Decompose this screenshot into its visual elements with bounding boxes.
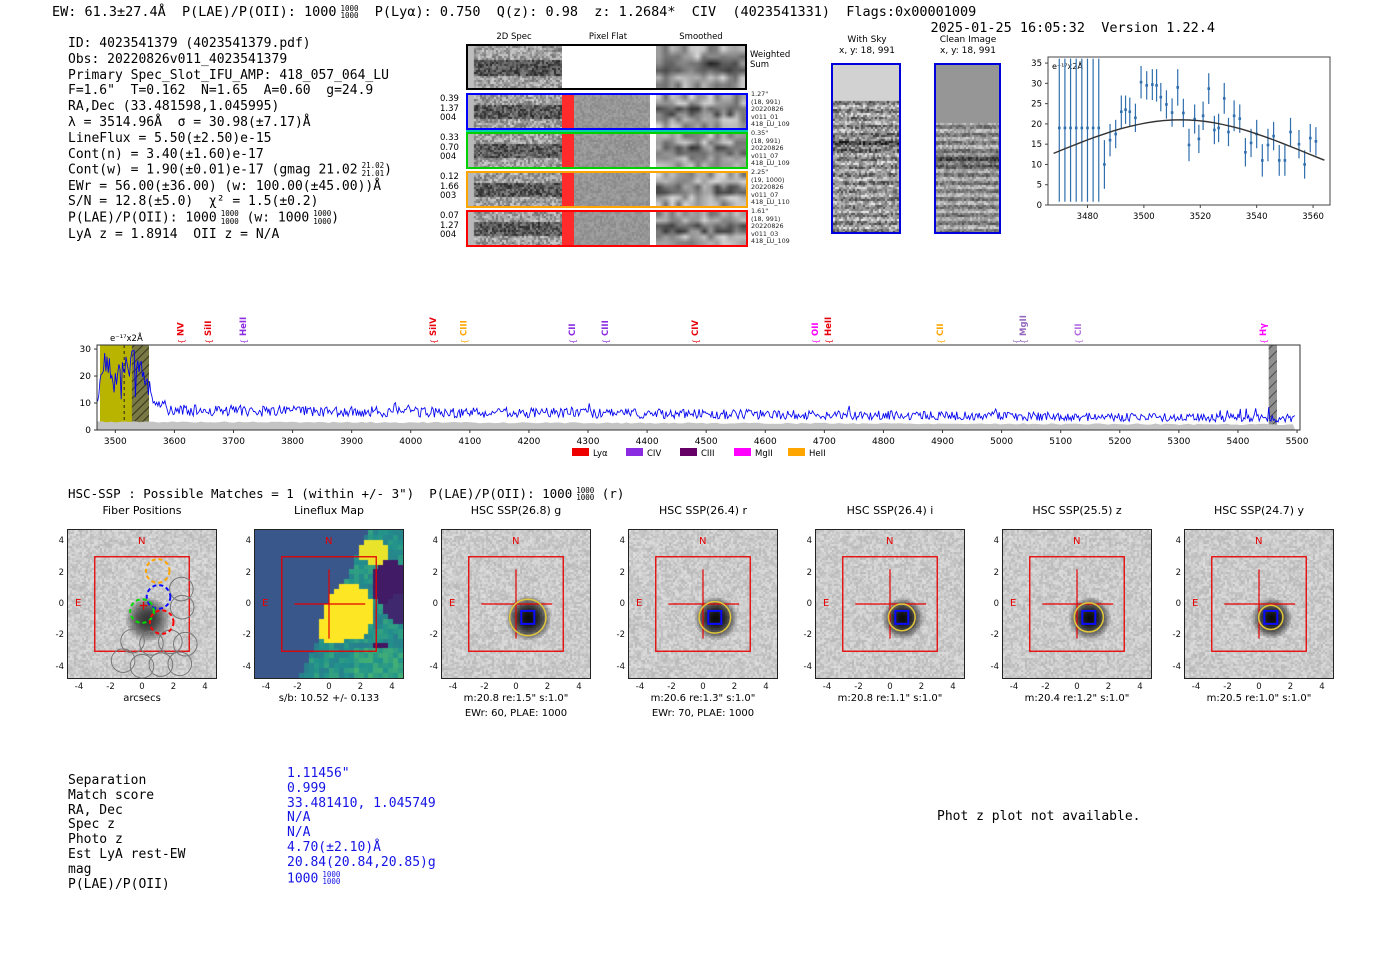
spec2d-header-smoothed: Smoothed — [679, 32, 723, 42]
withsky-title: With Sky x, y: 18, 991 — [831, 35, 903, 57]
panel-xtick: 2 — [1105, 682, 1112, 692]
panel-xtick: 2 — [357, 682, 364, 692]
compass-east: E — [823, 598, 830, 609]
legend-swatch — [680, 448, 697, 456]
panel-overlay-y — [1185, 530, 1333, 678]
panel-xtick: 0 — [513, 682, 519, 692]
svg-text:3520: 3520 — [1189, 212, 1212, 222]
spectral-line-marker: SiII — [204, 320, 215, 336]
info-line: P(LAE)/P(OII): 1000 1000 1000 (w: 1000 1000 1000 ) — [68, 209, 340, 226]
panel-xtick: 0 — [139, 682, 145, 692]
panel-xtick: 2 — [170, 682, 177, 692]
panel-xtick: -2 — [106, 682, 115, 692]
info-line: LyA z = 1.8914 OII z = N/A — [68, 226, 280, 242]
compass-east: E — [1010, 598, 1017, 609]
panel-caption-1: m:20.5 re:1.0" s:1.0" — [1206, 693, 1312, 704]
panel-ytick: 4 — [58, 536, 64, 547]
svg-text:3700: 3700 — [222, 437, 245, 447]
svg-text:{: { — [1019, 338, 1029, 344]
legend-label: CIV — [647, 449, 662, 459]
svg-text:25: 25 — [1031, 99, 1042, 110]
spec2d-teal-divider — [466, 130, 748, 132]
fiber-2dspec-image — [468, 212, 562, 245]
pixelflat-image — [574, 212, 650, 245]
svg-text:20: 20 — [1031, 119, 1042, 130]
spectral-line-marker: CIII — [459, 320, 470, 336]
svg-text:30: 30 — [1031, 79, 1042, 90]
svg-text:4300: 4300 — [576, 437, 600, 447]
svg-text:4500: 4500 — [694, 437, 718, 447]
panel-overlay-z — [1003, 530, 1151, 678]
stacked-fraction: 1000 1000 — [322, 869, 341, 887]
panel-xtick: 0 — [326, 682, 332, 692]
panel-title: Lineflux Map — [293, 504, 365, 517]
match-table-labels — [68, 774, 185, 892]
fiber-row-weights: 0.12 1.66 003 — [440, 172, 459, 201]
spectral-line-marker: CII — [568, 323, 579, 336]
svg-text:{: { — [459, 338, 469, 344]
svg-text:10: 10 — [79, 399, 91, 410]
header-summary: EW: 61.3±27.4Å P(LAE)/P(OII): 1000 1000 1000 P(Lyα): 0.750 Q(z): 0.98 z: 1.2684* CIV (4023541331) Flags:0x00001009 — [52, 3, 977, 20]
panel-title: HSC SSP(24.7) y — [1213, 504, 1305, 517]
panel-ytick: -2 — [242, 630, 251, 641]
svg-text:{: { — [1074, 338, 1084, 344]
panel-title: HSC SSP(25.5) z — [1032, 504, 1122, 517]
svg-text:4000: 4000 — [399, 437, 423, 447]
svg-text:e⁻¹⁷x2Å: e⁻¹⁷x2Å — [110, 334, 143, 344]
svg-text:{: { — [204, 338, 214, 344]
spectral-line-marker: CIV — [690, 320, 701, 336]
catalog-position-box — [1082, 611, 1095, 624]
fiber-circle — [147, 585, 171, 609]
panel-caption-1: s/b: 10.52 +/- 0.133 — [278, 693, 380, 704]
svg-text:4200: 4200 — [517, 437, 541, 447]
info-line: RA,Dec (33.481598,1.045995) — [68, 99, 280, 115]
svg-text:3800: 3800 — [281, 437, 305, 447]
info-line: Obs: 20220826v011_4023541379 — [68, 51, 288, 67]
pixelflat-red-flag — [562, 212, 574, 245]
svg-text:35: 35 — [1031, 59, 1042, 70]
panel-overlay-lineflux — [255, 530, 403, 678]
info-line: LineFlux = 5.50(±2.50)e-15 — [68, 130, 272, 146]
withsky-image — [833, 65, 899, 232]
panel-ytick: 0 — [993, 599, 999, 609]
spec2d-fiber-row — [466, 210, 748, 247]
panel-ytick: -4 — [429, 661, 438, 672]
svg-text:{: { — [1259, 338, 1269, 344]
spec2d-weighted-sum-row — [466, 44, 747, 90]
match-table-value: 33.481410, 1.045749 — [287, 795, 436, 811]
match-table-value: 1.11456" — [287, 766, 350, 781]
match-table-label: Match score — [68, 787, 155, 803]
compass-east: E — [636, 598, 643, 609]
svg-text:5: 5 — [1036, 180, 1042, 191]
panel-ytick: -2 — [55, 630, 64, 641]
svg-text:5000: 5000 — [990, 437, 1014, 447]
fiber-row-meta: 1.61" (18, 991) 20220826 v011_03 418_LU_109 — [751, 207, 790, 246]
svg-text:3480: 3480 — [1076, 212, 1099, 222]
withsky-image-frame — [831, 63, 901, 234]
svg-text:4100: 4100 — [458, 437, 482, 447]
fiber-row-weights: 0.33 0.70 004 — [440, 133, 459, 162]
svg-text:{: { — [936, 338, 946, 344]
spectral-line-marker: NV — [176, 322, 187, 336]
panel-ytick: 4 — [245, 536, 251, 547]
svg-text:10: 10 — [1031, 160, 1042, 171]
panel-caption-1: m:20.8 re:1.5" s:1.0" — [463, 693, 569, 704]
panel-xtick: -4 — [1009, 682, 1019, 692]
fiber-smoothed-image — [656, 212, 746, 245]
svg-text:5200: 5200 — [1108, 437, 1132, 447]
panel-caption-2: EWr: 60, PLAE: 1000 — [464, 708, 568, 719]
panel-ytick: -4 — [990, 661, 999, 672]
legend-label: Lyα — [593, 449, 608, 459]
svg-text:15: 15 — [1031, 140, 1042, 151]
match-table-label: Est LyA rest-EW — [68, 846, 186, 862]
panel-ytick: 2 — [432, 567, 438, 578]
spec2d-header-pixelflat: Pixel Flat — [588, 32, 628, 42]
panel-xtick: 2 — [544, 682, 551, 692]
svg-text:0: 0 — [1036, 201, 1042, 211]
panel-xtick: 4 — [763, 682, 769, 692]
line-fit-plot — [1020, 45, 1385, 240]
match-table-value: 0.999 — [287, 780, 327, 796]
catalog-position-box — [521, 611, 534, 624]
panel-ytick: -4 — [803, 661, 812, 672]
match-table-values — [287, 767, 436, 887]
pixelflat-image — [574, 95, 650, 128]
spectral-line-marker: HeII — [238, 316, 249, 336]
spec2d-header-2dspec: 2D Spec — [496, 32, 532, 42]
catalog-position-box — [708, 611, 721, 624]
panel-title: HSC SSP(26.8) g — [470, 504, 562, 517]
fiber-row-weights: 0.07 1.27 004 — [440, 211, 459, 240]
panel-ytick: -4 — [242, 661, 251, 672]
compass-east: E — [75, 598, 82, 609]
fiber-circle — [146, 559, 170, 583]
panel-xtick: -4 — [74, 682, 84, 692]
svg-text:3560: 3560 — [1302, 212, 1324, 222]
compass-north: N — [886, 536, 894, 547]
panel-ytick: -4 — [1172, 661, 1181, 672]
compass-north: N — [1255, 536, 1263, 547]
pixelflat-image — [574, 134, 650, 167]
pixelflat-image — [574, 173, 650, 206]
panel-ytick: 4 — [1175, 536, 1181, 547]
panel-ytick: -2 — [616, 630, 625, 641]
svg-text:{: { — [1011, 338, 1021, 344]
match-table-value: N/A — [287, 810, 311, 826]
panel-caption-1: m:20.6 re:1.3" s:1.0" — [650, 693, 756, 704]
panel-ytick: -4 — [55, 661, 64, 672]
info-line: F=1.6" T=0.162 N=1.65 A=0.60 g=24.9 — [68, 83, 374, 99]
stacked-fraction: 21.02 21.01 — [361, 161, 385, 178]
panel-xtick: 4 — [576, 682, 582, 692]
panel-ytick: 4 — [993, 536, 999, 547]
match-table-value: 20.84(20.84,20.85)g — [287, 854, 436, 870]
panel-ytick: 2 — [619, 567, 625, 578]
panel-xtick: -2 — [293, 682, 302, 692]
match-table-label: Spec z — [68, 817, 115, 833]
panel-ytick: -4 — [616, 661, 625, 672]
panel-xtick: -2 — [1223, 682, 1232, 692]
match-table-label: Photo z — [68, 832, 123, 848]
panel-ytick: 2 — [1175, 567, 1181, 578]
panel-ytick: -2 — [803, 630, 812, 641]
compass-north: N — [512, 536, 520, 547]
panel-xtick: 0 — [1256, 682, 1262, 692]
panel-ytick: -2 — [1172, 630, 1181, 641]
svg-text:0: 0 — [85, 426, 91, 436]
pixelflat-red-flag — [562, 173, 574, 206]
panel-xtick: 4 — [389, 682, 395, 692]
legend-swatch — [626, 448, 643, 456]
panel-overlay-fiber — [68, 530, 216, 678]
clean-coords: x, y: 18, 991 — [940, 46, 996, 56]
svg-text:5400: 5400 — [1226, 437, 1250, 447]
compass-east: E — [1192, 598, 1199, 609]
svg-text:e⁻¹⁷x2Å: e⁻¹⁷x2Å — [1052, 62, 1083, 71]
svg-text:{: { — [176, 338, 186, 344]
fiber-2dspec-image — [468, 95, 562, 128]
panel-caption-2: EWr: 70, PLAE: 1000 — [651, 708, 755, 719]
stacked-fraction: 1000 1000 — [340, 3, 359, 20]
svg-text:3540: 3540 — [1245, 212, 1268, 222]
svg-text:5100: 5100 — [1049, 437, 1073, 447]
fiber-smoothed-image — [656, 173, 746, 206]
catalog-position-box — [1264, 611, 1277, 624]
panel-title: HSC SSP(26.4) r — [658, 504, 748, 517]
pixelflat-red-flag — [562, 95, 574, 128]
panel-ytick: 2 — [58, 567, 64, 578]
svg-text:{: { — [824, 338, 834, 344]
match-table-value: 1000 1000 1000 — [287, 869, 341, 887]
spec2d-fiber-row — [466, 93, 748, 130]
spectral-line-marker: Hγ — [1258, 323, 1269, 336]
panel-xtick: 2 — [918, 682, 925, 692]
spec2d-fiber-row — [466, 171, 748, 208]
fiber-smoothed-image — [656, 95, 746, 128]
compass-north: N — [699, 536, 707, 547]
panel-ytick: 0 — [432, 599, 438, 609]
panel-ytick: 2 — [993, 567, 999, 578]
panel-overlay-g — [442, 530, 590, 678]
spectral-line-marker: SiIV — [429, 317, 440, 336]
aperture-circle — [699, 602, 731, 634]
svg-text:4600: 4600 — [753, 437, 777, 447]
match-table-label: mag — [68, 861, 92, 877]
fiber-smoothed-image — [656, 134, 746, 167]
svg-text:4800: 4800 — [871, 437, 895, 447]
spec2d-fiber-row — [466, 132, 748, 169]
svg-text:20: 20 — [79, 372, 91, 383]
fiber-2dspec-image — [468, 173, 562, 206]
fiber-row-meta: 2.25" (19, 1000) 20220826 v011_07 418_LU_110 — [751, 168, 790, 207]
panel-xtick: 0 — [700, 682, 706, 692]
info-line: Cont(w) = 1.90(±0.01)e-17 (gmag 21.02 21.02 21.01 ) — [68, 161, 392, 178]
panel-xtick: 0 — [887, 682, 893, 692]
panel-caption-1: arcsecs — [123, 693, 161, 704]
pixelflat-red-flag — [562, 134, 574, 167]
panel-xtick: 4 — [1137, 682, 1143, 692]
svg-text:{: { — [239, 338, 249, 344]
info-line: S/N = 12.8(±5.0) χ² = 1.5(±0.2) — [68, 194, 319, 210]
panel-ytick: 4 — [432, 536, 438, 547]
svg-text:{: { — [601, 338, 611, 344]
svg-text:{: { — [811, 338, 821, 344]
spectral-line-marker: CIII — [601, 320, 612, 336]
svg-text:5500: 5500 — [1285, 437, 1309, 447]
photz-note: Phot z plot not available. — [937, 809, 1141, 824]
weighted-2dspec-image — [468, 46, 562, 88]
panel-xtick: -4 — [261, 682, 271, 692]
spectral-line-marker: OII — [810, 322, 821, 336]
panel-xtick: -4 — [448, 682, 458, 692]
panel-xtick: 4 — [950, 682, 956, 692]
panel-ytick: 0 — [806, 599, 812, 609]
legend-label: MgII — [755, 449, 773, 459]
fiber-circle — [130, 599, 154, 623]
svg-text:3500: 3500 — [1133, 212, 1155, 222]
catalog-position-box — [895, 611, 908, 624]
svg-text:5300: 5300 — [1167, 437, 1191, 447]
match-table-label: P(LAE)/P(OII) — [68, 876, 170, 892]
compass-north: N — [1073, 536, 1081, 547]
svg-text:3900: 3900 — [340, 437, 364, 447]
panel-xtick: -4 — [822, 682, 832, 692]
compass-east: E — [262, 598, 269, 609]
spectral-line-marker: MgII — [1018, 315, 1029, 336]
legend-swatch — [734, 448, 751, 456]
panel-ytick: 2 — [806, 567, 812, 578]
stacked-fraction: 1000 1000 — [313, 209, 332, 226]
spectral-line-marker: CII — [936, 323, 947, 336]
legend-label: CIII — [701, 449, 715, 459]
fiber-row-weights: 0.39 1.37 004 — [440, 94, 459, 123]
svg-text:{: { — [691, 338, 701, 344]
spectral-line-marker: CII — [1073, 323, 1084, 336]
panel-title: HSC SSP(26.4) i — [846, 504, 934, 517]
match-table-label: RA, Dec — [68, 802, 123, 818]
withsky-coords: x, y: 18, 991 — [839, 46, 895, 56]
full-spectrum-plot — [60, 300, 1350, 468]
svg-text:{: { — [429, 338, 439, 344]
header-datetime: 2025-01-25 16:05:32 — [930, 20, 1085, 36]
spectral-line-marker: HeII — [823, 316, 834, 336]
aperture-circle — [1259, 605, 1283, 629]
svg-text:4400: 4400 — [635, 437, 659, 447]
compass-north: N — [138, 536, 146, 547]
hsc-ssp-match-header: HSC-SSP : Possible Matches = 1 (within +/- 3") P(LAE)/P(OII): 1000 1000 1000 (r) — [68, 485, 625, 502]
panel-xtick: 4 — [1319, 682, 1325, 692]
weighted-sum-label: Weighted Sum — [750, 50, 791, 70]
panel-xtick: 4 — [202, 682, 208, 692]
panel-xtick: -2 — [480, 682, 489, 692]
svg-text:4700: 4700 — [812, 437, 836, 447]
aperture-circle — [510, 599, 546, 635]
panel-ytick: -2 — [990, 630, 999, 641]
match-table-value: 4.70(±2.10)Å — [287, 839, 381, 855]
compass-north: N — [325, 536, 333, 547]
panel-ytick: 4 — [806, 536, 812, 547]
weighted-smoothed-image — [656, 46, 745, 88]
panel-xtick: -4 — [635, 682, 645, 692]
fiber-2dspec-image — [468, 134, 562, 167]
panel-title: Fiber Positions — [102, 504, 182, 517]
match-table-label: Separation — [68, 773, 147, 788]
panel-overlay-i — [816, 530, 964, 678]
panel-xtick: 2 — [731, 682, 738, 692]
panel-xtick: -2 — [854, 682, 863, 692]
panel-xtick: -4 — [1191, 682, 1201, 692]
panel-overlay-r — [629, 530, 777, 678]
panel-xtick: -2 — [667, 682, 676, 692]
detection-info-block — [68, 36, 392, 242]
info-line: Cont(n) = 3.40(±1.60)e-17 — [68, 146, 264, 162]
panel-caption-1: m:20.8 re:1.1" s:1.0" — [837, 693, 943, 704]
info-line: ID: 4023541379 (4023541379.pdf) — [68, 36, 311, 51]
panel-caption-1: m:20.4 re:1.2" s:1.0" — [1024, 693, 1130, 704]
info-line: EWr = 56.00(±36.00) (w: 100.00(±45.00))Å — [68, 178, 382, 194]
panel-ytick: 0 — [1175, 599, 1181, 609]
panel-ytick: 0 — [58, 599, 64, 609]
panel-ytick: 0 — [619, 599, 625, 609]
match-table-value: N/A — [287, 825, 311, 841]
svg-text:3600: 3600 — [162, 437, 186, 447]
svg-text:30: 30 — [79, 345, 91, 356]
stacked-fraction: 1000 1000 — [220, 209, 239, 226]
info-line: Primary Spec_Slot_IFU_AMP: 418_057_064_LU — [68, 67, 389, 83]
aperture-circle — [888, 604, 915, 631]
info-line: λ = 3514.96Å σ = 30.98(±7.17)Å — [68, 114, 311, 130]
legend-swatch — [788, 448, 805, 456]
svg-text:3500: 3500 — [103, 437, 127, 447]
panel-ytick: 2 — [245, 567, 251, 578]
fiber-row-meta: 1.27" (18, 991) 20220826 v011_01 418_LU_109 — [751, 90, 790, 129]
panel-xtick: 2 — [1287, 682, 1294, 692]
panel-xtick: -2 — [1041, 682, 1050, 692]
stacked-fraction: 1000 1000 — [576, 485, 595, 502]
panel-ytick: 4 — [619, 536, 625, 547]
panel-ytick: -2 — [429, 630, 438, 641]
aperture-circle — [1074, 603, 1103, 632]
legend-swatch — [572, 448, 589, 456]
panel-xtick: 0 — [1074, 682, 1080, 692]
header-version: Version 1.22.4 — [1101, 20, 1216, 36]
clean-title: Clean Image x, y: 18, 991 — [932, 35, 1004, 57]
clean-image-frame — [934, 63, 1001, 234]
clean-image — [936, 65, 999, 232]
svg-text:{: { — [568, 338, 578, 344]
panel-ytick: 0 — [245, 599, 251, 609]
svg-text:4900: 4900 — [931, 437, 954, 447]
fiber-row-meta: 0.35" (18, 991) 20220826 v011_07 418_LU_109 — [751, 129, 790, 168]
compass-east: E — [449, 598, 456, 609]
legend-label: HeII — [809, 449, 826, 459]
